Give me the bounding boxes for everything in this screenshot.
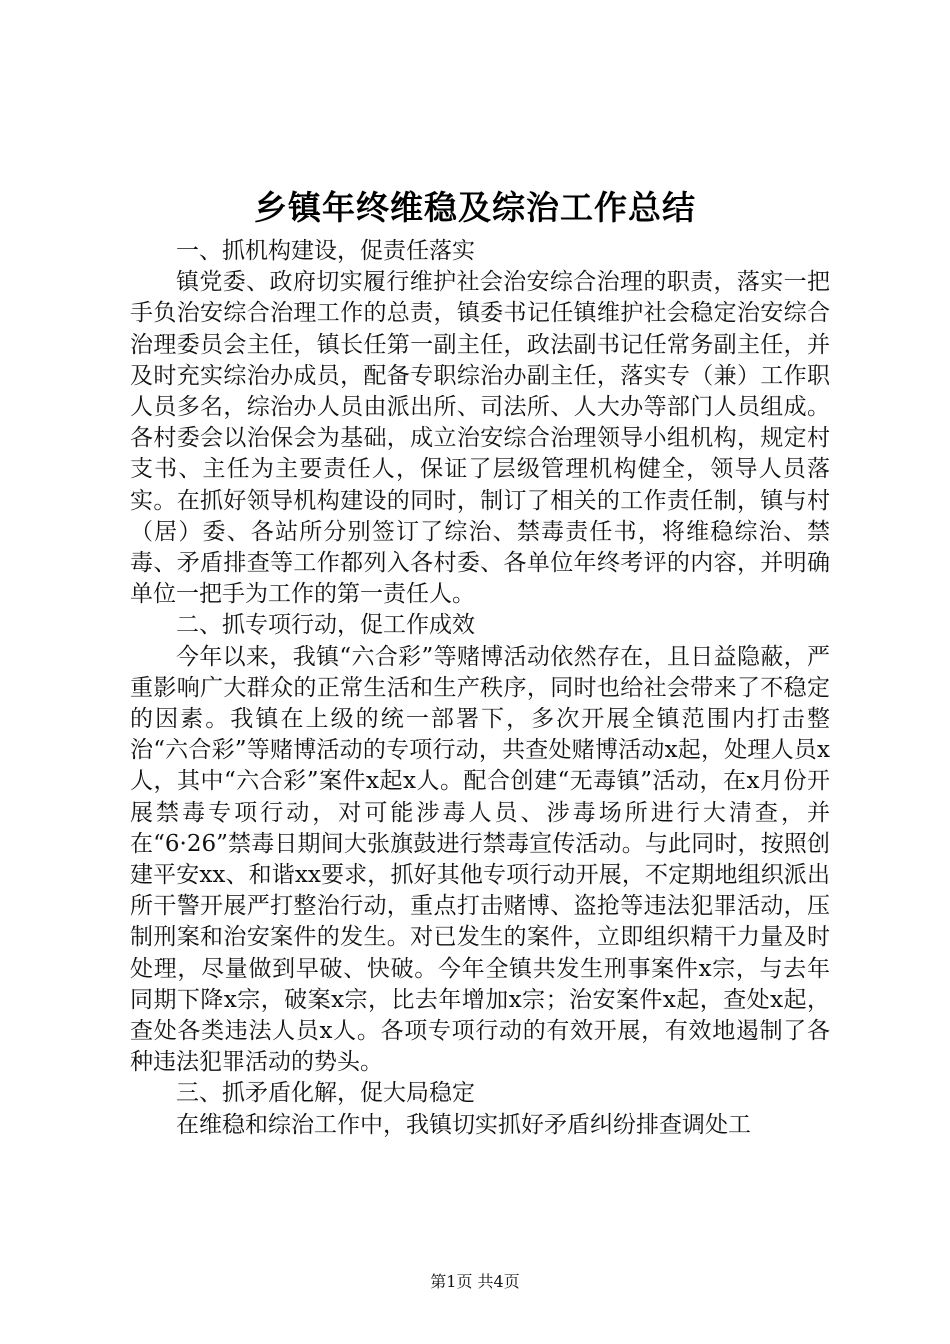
body-paragraph: 在维稳和综治工作中，我镇切实抓好矛盾纠纷排查调处工	[176, 1111, 751, 1138]
document-body	[130, 236, 830, 1141]
body-paragraph: 今年以来，我镇“六合彩”等赌博活动依然存在，且日益隐蔽，严重影响广大群众的正常生活和生产秩序，同时也给社会带来了不稳定的因素。我镇在上级的统一部署下，多次开展全镇范围内打击整治“六合彩”等赌博活动的专项行动，共查处赌博活动x起，处理人员x人，其中“六合彩”案件x起x人。配合创建“无毒镇”活动，在x月份开展禁毒专项行动，对可能涉毒人员、涉毒场所进行大清查，并在“6·26”禁毒日期间大张旗鼓进行禁毒宣传活动。与此同时，按照创建平安xx、和谐xx要求，抓好其他专项行动开展，不定期地组织派出所干警开展严打整治行动，重点打击赌博、盗抢等违法犯罪活动，压制刑案和治安案件的发生。对已发生的案件，立即组织精干力量及时处理，尽量做到早破、快破。今年全镇共发生刑事案件x宗，与去年同期下降x宗，破案x宗，比去年增加x宗；治安案件x起，查处x起，查处各类违法人员x人。各项专项行动的有效开展，有效地遏制了各种违法犯罪活动的势头。	[130, 643, 830, 1076]
section-heading: 三、抓矛盾化解，促大局稳定	[176, 1080, 475, 1107]
section-heading: 一、抓机构建设，促责任落实	[176, 238, 475, 264]
document-title: 乡镇年终维稳及综治工作总结	[254, 188, 696, 227]
section-heading: 二、抓专项行动，促工作成效	[176, 612, 475, 639]
body-paragraph: 镇党委、政府切实履行维护社会治安综合治理的职责，落实一把手负治安综合治理工作的总责，镇委书记任镇维护社会稳定治安综合治理委员会主任，镇长任第一副主任，政法副书记任常务副主任，并及时充实综治办成员，配备专职综治办副主任，落实专（兼）工作职人员多名，综治办人员由派出所、司法所、人大办等部门人员组成。各村委会以治保会为基础，成立治安综合治理领导小组机构，规定村支书、主任为主要责任人，保证了层级管理机构健全，领导人员落实。在抓好领导机构建设的同时，制订了相关的工作责任制，镇与村（居）委、各站所分别签订了综治、禁毒责任书，将维稳综治、禁毒、矛盾排查等工作都列入各村委、各单位年终考评的内容，并明确单位一把手为工作的第一责任人。	[130, 269, 830, 608]
page-number: 第1页 共4页	[430, 1272, 520, 1291]
